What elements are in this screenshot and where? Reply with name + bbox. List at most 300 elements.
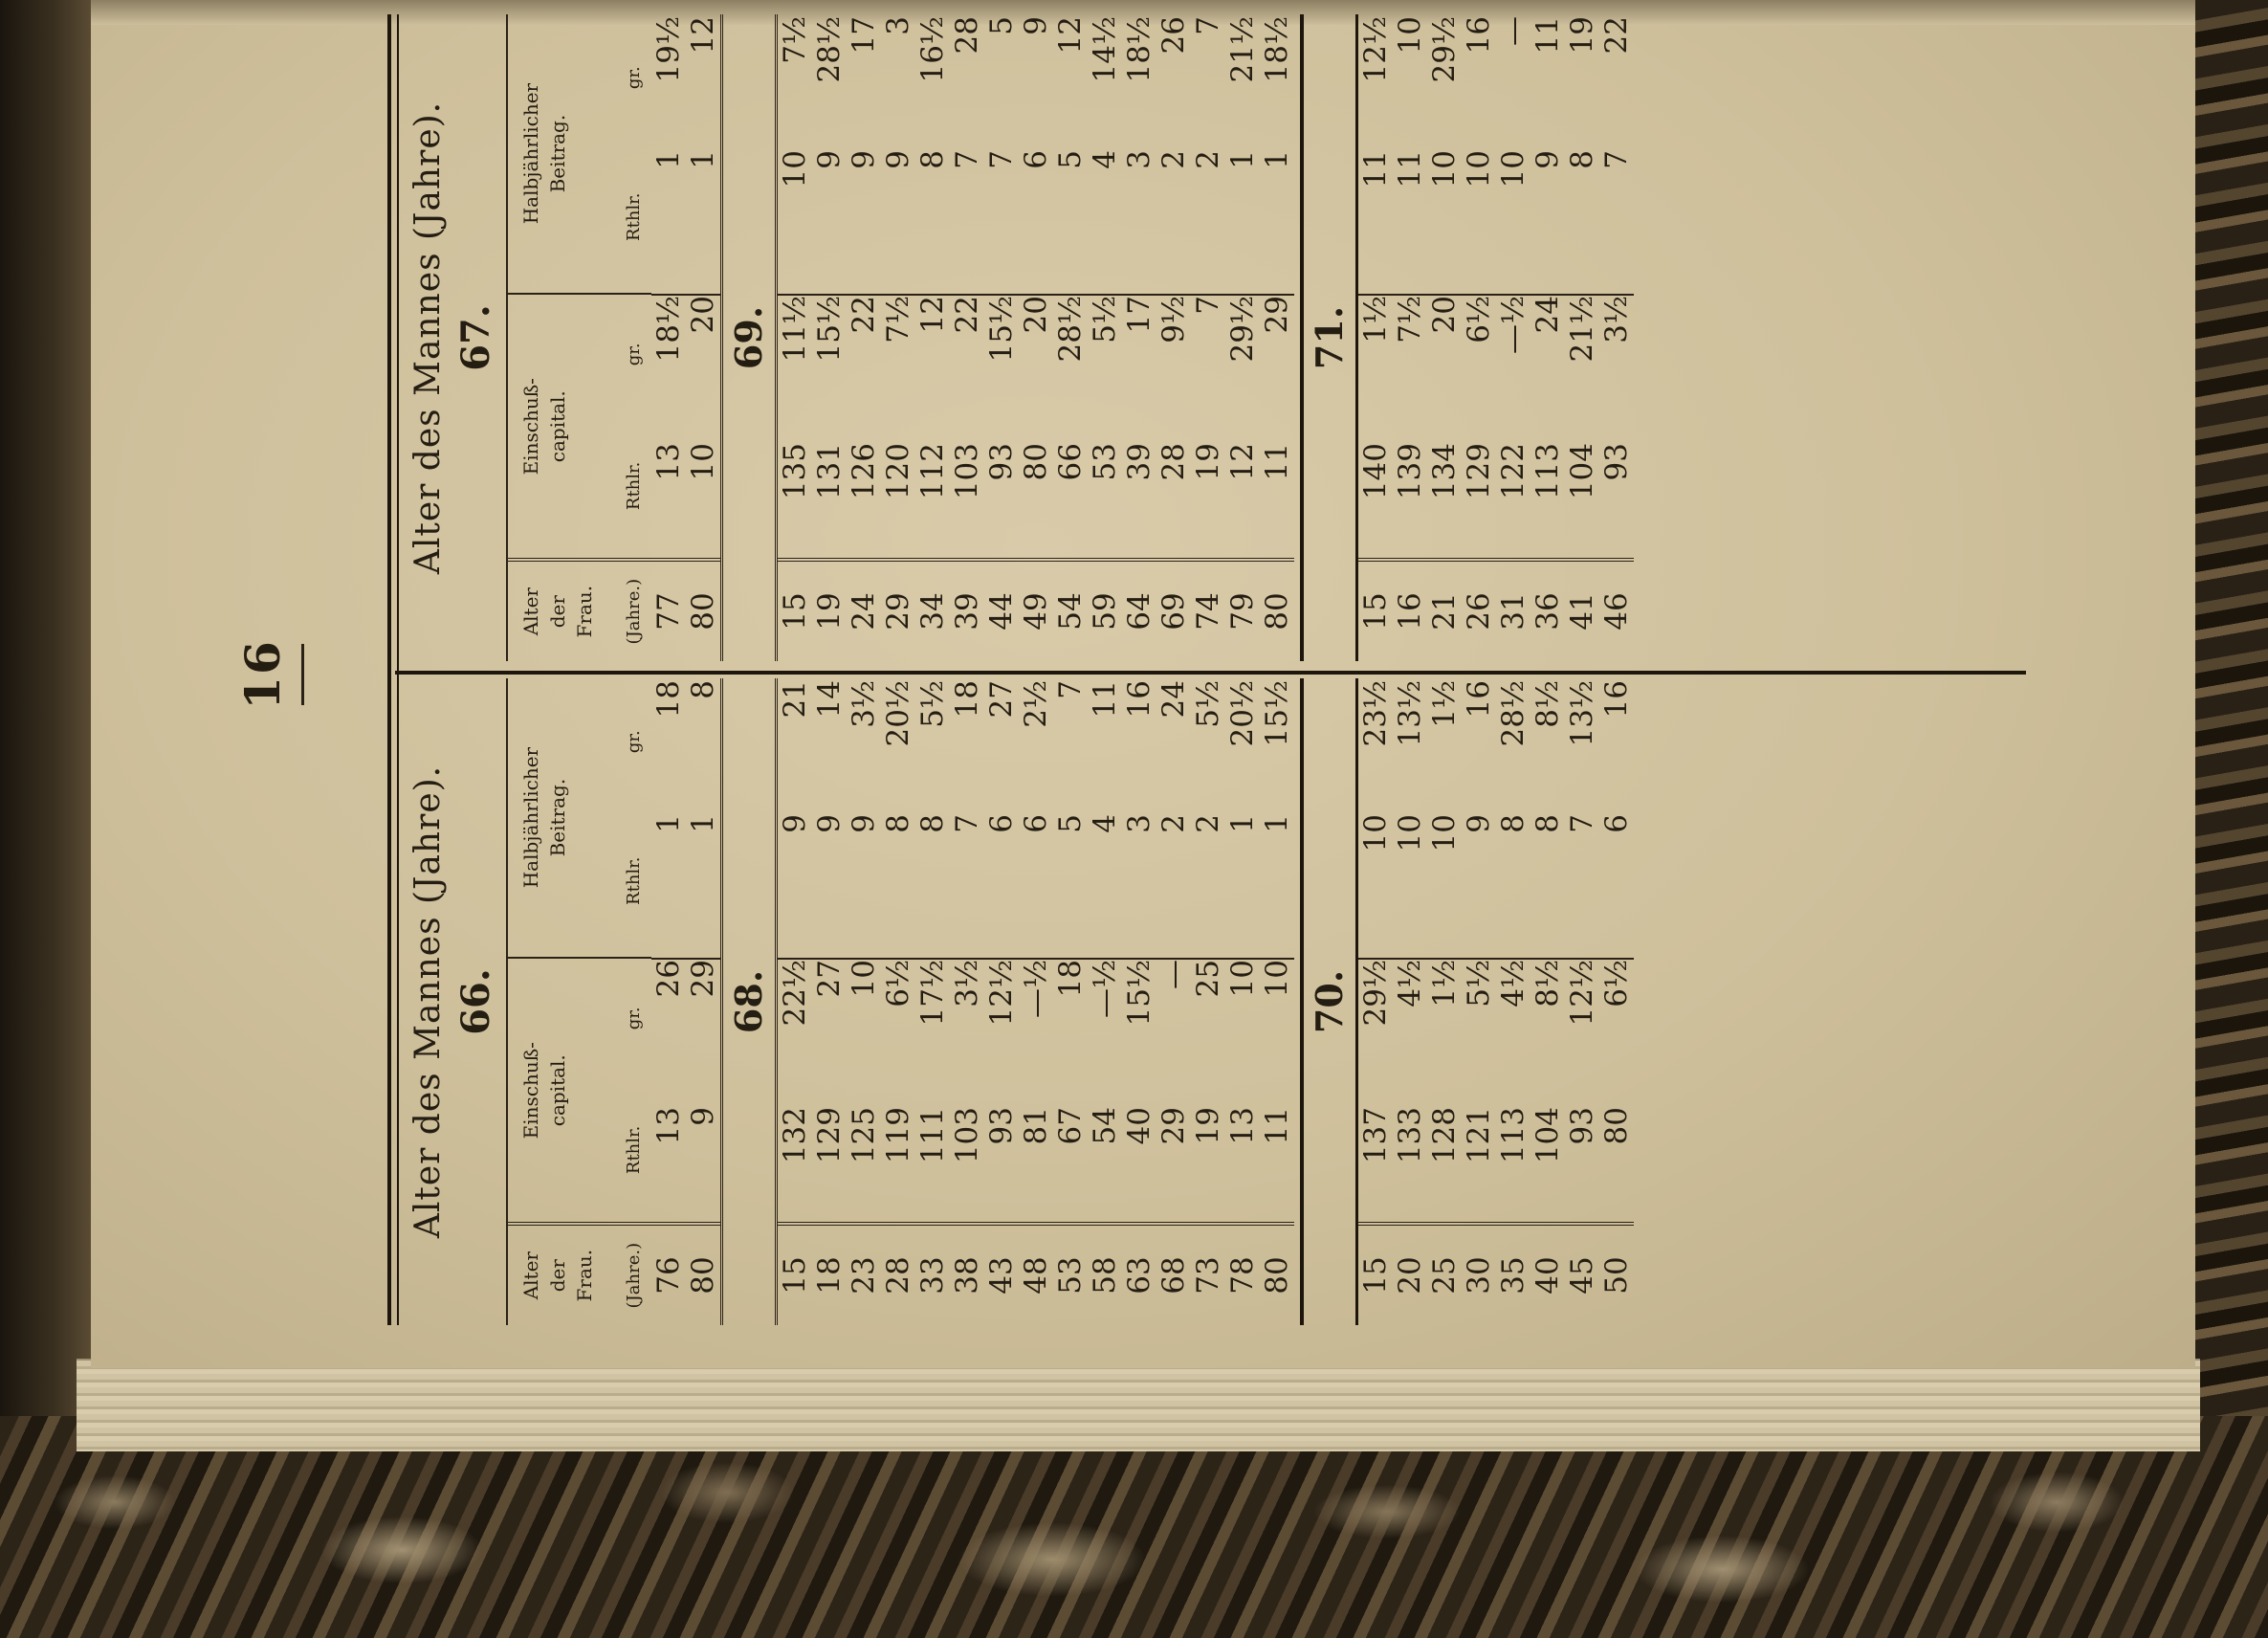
cell-beitrag-rthlr: 3 bbox=[1122, 814, 1156, 833]
cell-einschuss-rthlr: 19 bbox=[1191, 443, 1225, 481]
cell-alter-frau: 68 bbox=[1156, 1222, 1191, 1325]
cell-beitrag-rthlr: 10 bbox=[1496, 150, 1530, 188]
cell-einschuss-rthlr: 139 bbox=[1393, 443, 1427, 500]
table-row bbox=[1358, 678, 1393, 1325]
cell-beitrag-gr: 19 bbox=[1565, 16, 1599, 55]
cell-alter-frau: 58 bbox=[1088, 1222, 1122, 1325]
cell-einschuss-gr: 3½ bbox=[950, 958, 984, 1094]
cell-beitrag-gr: 10 bbox=[1393, 16, 1427, 55]
cell-einschuss-rthlr: 80 bbox=[1019, 443, 1053, 481]
table-row bbox=[1088, 678, 1122, 1325]
cell-einschuss-gr: 3½ bbox=[1599, 294, 1634, 430]
cell-alter-frau: 18 bbox=[812, 1222, 847, 1325]
cell-beitrag-rthlr: 2 bbox=[1191, 150, 1225, 169]
cell-einschuss-rthlr: 13 bbox=[1225, 1107, 1260, 1145]
header-unit: Rthlr. bbox=[624, 192, 644, 241]
cell-beitrag-gr: 16½ bbox=[915, 16, 950, 83]
cell-beitrag-gr: 7 bbox=[1053, 680, 1088, 699]
cell-beitrag-rthlr: 9 bbox=[847, 150, 881, 169]
header-unit: gr. bbox=[624, 1007, 644, 1030]
cell-beitrag-gr: 8½ bbox=[1530, 680, 1565, 728]
table-row bbox=[1427, 678, 1462, 1325]
cell-einschuss-gr: 20 bbox=[1427, 294, 1462, 430]
header-einschuss bbox=[508, 957, 651, 1222]
cell-beitrag-rthlr: 1 bbox=[651, 814, 686, 833]
cell-beitrag-gr: 21½ bbox=[1225, 16, 1260, 83]
table-row bbox=[651, 678, 686, 1325]
cell-beitrag-rthlr: 2 bbox=[1191, 814, 1225, 833]
cell-beitrag-rthlr: 9 bbox=[847, 814, 881, 833]
cell-einschuss-rthlr: 134 bbox=[1427, 443, 1462, 500]
cell-beitrag-rthlr: 10 bbox=[778, 150, 812, 188]
cell-alter-frau: 19 bbox=[812, 558, 847, 661]
cell-alter-frau: 80 bbox=[686, 1222, 720, 1325]
header-unit: gr. bbox=[624, 730, 644, 754]
header-text: Alter bbox=[519, 587, 542, 636]
cell-einschuss-rthlr: 93 bbox=[984, 1107, 1019, 1145]
header-unit: Rthlr. bbox=[624, 1125, 644, 1175]
column-header-row bbox=[506, 14, 651, 661]
cell-einschuss-rthlr: 104 bbox=[1530, 1107, 1565, 1164]
cell-beitrag-gr: 3 bbox=[881, 16, 915, 35]
header-einschuss bbox=[508, 293, 651, 558]
cell-alter-frau: 74 bbox=[1191, 558, 1225, 661]
cell-einschuss-gr: 9½ bbox=[1156, 294, 1191, 430]
cell-alter-frau: 29 bbox=[881, 558, 915, 661]
cell-einschuss-rthlr: 9 bbox=[686, 1107, 720, 1126]
cell-einschuss-rthlr: 121 bbox=[1462, 1107, 1496, 1164]
cell-einschuss-rthlr: 93 bbox=[1599, 443, 1634, 481]
cell-einschuss-gr: 20 bbox=[686, 294, 720, 430]
cell-einschuss-gr: 21½ bbox=[1565, 294, 1599, 430]
table-row bbox=[1496, 14, 1530, 661]
cell-einschuss-rthlr: 11 bbox=[1260, 1107, 1294, 1145]
cell-einschuss-gr: 10 bbox=[1225, 958, 1260, 1094]
cell-einschuss-rthlr: 113 bbox=[1530, 443, 1565, 500]
cell-alter-frau: 15 bbox=[778, 558, 812, 661]
cell-beitrag-rthlr: 1 bbox=[686, 150, 720, 169]
cell-beitrag-gr: 24 bbox=[1156, 680, 1191, 719]
cell-alter-frau: 39 bbox=[950, 558, 984, 661]
cell-einschuss-rthlr: 119 bbox=[881, 1107, 915, 1164]
cell-alter-frau: 43 bbox=[984, 1222, 1019, 1325]
table-row bbox=[881, 14, 915, 661]
table-row bbox=[1156, 678, 1191, 1325]
cell-alter-frau: 48 bbox=[1019, 1222, 1053, 1325]
cell-alter-frau: 64 bbox=[1122, 558, 1156, 661]
cell-beitrag-rthlr: 9 bbox=[812, 150, 847, 169]
cell-alter-frau: 28 bbox=[881, 1222, 915, 1325]
header-unit: (Jahre.) bbox=[624, 1242, 644, 1309]
cell-einschuss-gr: 18½ bbox=[651, 294, 686, 430]
cell-einschuss-gr: 1½ bbox=[1427, 958, 1462, 1094]
cell-alter-frau: 25 bbox=[1427, 1222, 1462, 1325]
cell-einschuss-gr: — bbox=[1156, 958, 1191, 1094]
cell-beitrag-gr: 5½ bbox=[1191, 680, 1225, 728]
cell-einschuss-gr: 22 bbox=[847, 294, 881, 430]
cell-beitrag-gr: 1½ bbox=[1427, 680, 1462, 728]
cell-einschuss-rthlr: 10 bbox=[686, 443, 720, 481]
cell-einschuss-rthlr: 66 bbox=[1053, 443, 1088, 481]
table-row bbox=[1565, 14, 1599, 661]
cell-beitrag-rthlr: 9 bbox=[881, 150, 915, 169]
table-row bbox=[1530, 14, 1565, 661]
cell-einschuss-gr: 10 bbox=[1260, 958, 1294, 1094]
cell-einschuss-gr: 26 bbox=[651, 958, 686, 1094]
cell-beitrag-gr: 21 bbox=[778, 680, 812, 719]
cell-alter-frau: 78 bbox=[1225, 1222, 1260, 1325]
block-age-mid: 69. bbox=[720, 14, 778, 661]
cell-beitrag-gr: 5½ bbox=[915, 680, 950, 728]
cell-alter-frau: 80 bbox=[686, 558, 720, 661]
table-row bbox=[1462, 14, 1496, 661]
cell-einschuss-rthlr: 13 bbox=[651, 1107, 686, 1145]
header-text: der bbox=[546, 1259, 569, 1293]
cell-einschuss-rthlr: 93 bbox=[984, 443, 1019, 481]
cell-einschuss-gr: —½ bbox=[1088, 958, 1122, 1094]
cell-beitrag-rthlr: 4 bbox=[1088, 814, 1122, 833]
cell-beitrag-gr: 7 bbox=[1191, 16, 1225, 35]
cell-einschuss-gr: 1½ bbox=[1358, 294, 1393, 430]
header-text: Halbjährlicher bbox=[519, 746, 542, 889]
header-text: Halbjährlicher bbox=[519, 82, 542, 225]
header-beitrag bbox=[508, 14, 651, 293]
block-age-top: 66. bbox=[453, 968, 498, 1035]
cell-beitrag-gr: 13½ bbox=[1393, 680, 1427, 747]
cell-alter-frau: 23 bbox=[847, 1222, 881, 1325]
cell-alter-frau: 45 bbox=[1565, 1222, 1599, 1325]
cell-einschuss-gr: 17 bbox=[1122, 294, 1156, 430]
cell-alter-frau: 80 bbox=[1260, 1222, 1294, 1325]
header-text: Einschuß- bbox=[519, 1042, 542, 1140]
column-header-row bbox=[506, 678, 651, 1325]
cell-alter-frau: 53 bbox=[1053, 1222, 1088, 1325]
cell-alter-frau: 63 bbox=[1122, 1222, 1156, 1325]
header-unit: gr. bbox=[624, 343, 644, 366]
cell-einschuss-gr: 5½ bbox=[1462, 958, 1496, 1094]
page-number-rule bbox=[301, 644, 304, 705]
cell-alter-frau: 15 bbox=[778, 1222, 812, 1325]
cell-einschuss-gr: 7 bbox=[1191, 294, 1225, 430]
cell-beitrag-gr: 22 bbox=[1599, 16, 1634, 55]
cell-beitrag-rthlr: 11 bbox=[1393, 150, 1427, 188]
cell-beitrag-rthlr: 7 bbox=[950, 814, 984, 833]
cell-alter-frau: 26 bbox=[1462, 558, 1496, 661]
cell-alter-frau: 20 bbox=[1393, 1222, 1427, 1325]
cell-einschuss-rthlr: 120 bbox=[881, 443, 915, 500]
cell-beitrag-gr: 18½ bbox=[1122, 16, 1156, 83]
cell-einschuss-gr: 27 bbox=[812, 958, 847, 1094]
table-row bbox=[1393, 678, 1427, 1325]
cell-beitrag-rthlr: 1 bbox=[651, 150, 686, 169]
cell-beitrag-rthlr: 8 bbox=[1530, 814, 1565, 833]
cell-alter-frau: 76 bbox=[651, 1222, 686, 1325]
cell-beitrag-rthlr: 4 bbox=[1088, 150, 1122, 169]
cell-beitrag-gr: 8 bbox=[686, 680, 720, 699]
cell-beitrag-gr: 16 bbox=[1462, 680, 1496, 719]
cell-beitrag-rthlr: 7 bbox=[984, 150, 1019, 169]
table-row bbox=[686, 678, 720, 1325]
cell-einschuss-gr: 25 bbox=[1191, 958, 1225, 1094]
table-row bbox=[778, 678, 812, 1325]
cell-einschuss-gr: 22½ bbox=[778, 958, 812, 1094]
cell-einschuss-gr: 29 bbox=[686, 958, 720, 1094]
cell-alter-frau: 73 bbox=[1191, 1222, 1225, 1325]
cell-alter-frau: 40 bbox=[1530, 1222, 1565, 1325]
left-table bbox=[395, 678, 1634, 1325]
cell-einschuss-gr: 20 bbox=[1019, 294, 1053, 430]
cell-einschuss-rthlr: 103 bbox=[950, 443, 984, 500]
cell-alter-frau: 44 bbox=[984, 558, 1019, 661]
cell-einschuss-rthlr: 140 bbox=[1358, 443, 1393, 500]
cell-beitrag-rthlr: 6 bbox=[1019, 150, 1053, 169]
table-row bbox=[1427, 14, 1462, 661]
table-row bbox=[1088, 14, 1122, 661]
mannes-heading: Alter des Mannes (Jahre). bbox=[408, 764, 448, 1239]
table-row bbox=[1019, 678, 1053, 1325]
header-text: Alter bbox=[519, 1251, 542, 1300]
cell-beitrag-rthlr: 6 bbox=[1019, 814, 1053, 833]
cell-beitrag-rthlr: 8 bbox=[1565, 150, 1599, 169]
cell-beitrag-rthlr: 3 bbox=[1122, 150, 1156, 169]
cell-beitrag-gr: 28 bbox=[950, 16, 984, 55]
cell-beitrag-rthlr: 7 bbox=[1565, 814, 1599, 833]
cell-einschuss-gr: 17½ bbox=[915, 958, 950, 1094]
cell-alter-frau: 46 bbox=[1599, 558, 1634, 661]
cell-beitrag-rthlr: 6 bbox=[984, 814, 1019, 833]
cell-beitrag-rthlr: 7 bbox=[1599, 150, 1634, 169]
header-text: Einschuß- bbox=[519, 378, 542, 476]
table-row bbox=[847, 14, 881, 661]
cell-beitrag-rthlr: 5 bbox=[1053, 814, 1088, 833]
table-row bbox=[1053, 678, 1088, 1325]
cell-beitrag-gr: 23½ bbox=[1358, 680, 1393, 747]
cell-einschuss-gr: 8½ bbox=[1530, 958, 1565, 1094]
cell-beitrag-gr: 12 bbox=[1053, 16, 1088, 55]
block-age-bot: 71. bbox=[1308, 305, 1351, 370]
table-row bbox=[881, 678, 915, 1325]
cell-einschuss-rthlr: 122 bbox=[1496, 443, 1530, 500]
cell-beitrag-gr: 28½ bbox=[1496, 680, 1530, 747]
rotated-table-page bbox=[234, 14, 2052, 1335]
cell-einschuss-gr: 5½ bbox=[1088, 294, 1122, 430]
block-age-bot: 70. bbox=[1308, 969, 1351, 1034]
cell-alter-frau: 38 bbox=[950, 1222, 984, 1325]
cell-einschuss-rthlr: 19 bbox=[1191, 1107, 1225, 1145]
header-text: Beitrag. bbox=[546, 778, 569, 857]
header-unit: Rthlr. bbox=[624, 856, 644, 905]
cell-einschuss-rthlr: 29 bbox=[1156, 1107, 1191, 1145]
cell-einschuss-rthlr: 125 bbox=[847, 1107, 881, 1164]
table-row bbox=[847, 678, 881, 1325]
cell-alter-frau: 49 bbox=[1019, 558, 1053, 661]
table-row bbox=[1225, 14, 1260, 661]
cell-beitrag-gr: 20½ bbox=[1225, 680, 1260, 747]
cell-einschuss-rthlr: 113 bbox=[1496, 1107, 1530, 1164]
rows-top bbox=[651, 14, 720, 661]
cell-beitrag-gr: 16 bbox=[1122, 680, 1156, 719]
cell-einschuss-gr: 10 bbox=[847, 958, 881, 1094]
table-row bbox=[812, 14, 847, 661]
header-text: capital. bbox=[546, 390, 569, 463]
header-text: Frau. bbox=[573, 585, 596, 638]
header-alter-frau bbox=[508, 1222, 651, 1325]
cell-beitrag-gr: 27 bbox=[984, 680, 1019, 719]
header-text: der bbox=[546, 595, 569, 629]
rows-bot bbox=[1358, 14, 1634, 661]
cell-einschuss-gr: 12½ bbox=[1565, 958, 1599, 1094]
header-unit: Rthlr. bbox=[624, 461, 644, 511]
cell-einschuss-rthlr: 131 bbox=[812, 443, 847, 500]
cell-beitrag-gr: 26 bbox=[1156, 16, 1191, 55]
cell-einschuss-rthlr: 112 bbox=[915, 443, 950, 500]
table-row bbox=[1019, 14, 1053, 661]
cell-beitrag-rthlr: 10 bbox=[1358, 814, 1393, 852]
cell-beitrag-gr: 18 bbox=[651, 680, 686, 719]
cell-beitrag-gr: 2½ bbox=[1019, 680, 1053, 728]
cell-beitrag-gr: 11 bbox=[1088, 680, 1122, 719]
block-age-top: 67. bbox=[453, 304, 498, 371]
table-row bbox=[1260, 678, 1294, 1325]
cell-beitrag-rthlr: 6 bbox=[1599, 814, 1634, 833]
page-number: 16 bbox=[234, 639, 291, 710]
cell-beitrag-gr: 12½ bbox=[1358, 16, 1393, 83]
cell-beitrag-gr: 18½ bbox=[1260, 16, 1294, 83]
cell-einschuss-rthlr: 28 bbox=[1156, 443, 1191, 481]
cell-beitrag-rthlr: 1 bbox=[686, 814, 720, 833]
cell-beitrag-gr: 20½ bbox=[881, 680, 915, 747]
cell-beitrag-rthlr: 7 bbox=[950, 150, 984, 169]
table-row bbox=[915, 14, 950, 661]
cell-einschuss-rthlr: 129 bbox=[1462, 443, 1496, 500]
table-row bbox=[915, 678, 950, 1325]
cell-alter-frau: 24 bbox=[847, 558, 881, 661]
cell-einschuss-gr: —½ bbox=[1496, 294, 1530, 430]
cell-beitrag-gr: 3½ bbox=[847, 680, 881, 728]
table-row bbox=[1225, 678, 1260, 1325]
cell-alter-frau: 41 bbox=[1565, 558, 1599, 661]
table-row bbox=[1462, 678, 1496, 1325]
cell-einschuss-gr: 29½ bbox=[1225, 294, 1260, 430]
table-row bbox=[1122, 678, 1156, 1325]
header-text: Frau. bbox=[573, 1249, 596, 1302]
table-row bbox=[950, 678, 984, 1325]
table-row bbox=[1053, 14, 1088, 661]
cell-alter-frau: 15 bbox=[1358, 558, 1393, 661]
cell-beitrag-rthlr: 8 bbox=[881, 814, 915, 833]
cell-beitrag-rthlr: 10 bbox=[1427, 150, 1462, 188]
cell-alter-frau: 15 bbox=[1358, 1222, 1393, 1325]
cell-einschuss-rthlr: 133 bbox=[1393, 1107, 1427, 1164]
cell-alter-frau: 31 bbox=[1496, 558, 1530, 661]
rows-bot bbox=[1358, 678, 1634, 1325]
cell-beitrag-rthlr: 10 bbox=[1393, 814, 1427, 852]
cell-einschuss-gr: 24 bbox=[1530, 294, 1565, 430]
cell-einschuss-rthlr: 135 bbox=[778, 443, 812, 500]
cell-beitrag-rthlr: 10 bbox=[1462, 150, 1496, 188]
cell-einschuss-gr: 4½ bbox=[1496, 958, 1530, 1094]
cell-beitrag-rthlr: 11 bbox=[1358, 150, 1393, 188]
table-row bbox=[984, 678, 1019, 1325]
cell-einschuss-rthlr: 39 bbox=[1122, 443, 1156, 481]
cell-beitrag-gr: 16 bbox=[1599, 680, 1634, 719]
cell-beitrag-gr: 5 bbox=[984, 16, 1019, 35]
cell-einschuss-gr: 11½ bbox=[778, 294, 812, 430]
cell-beitrag-rthlr: 1 bbox=[1225, 814, 1260, 833]
cell-beitrag-rthlr: 10 bbox=[1427, 814, 1462, 852]
table-row bbox=[778, 14, 812, 661]
cell-einschuss-rthlr: 126 bbox=[847, 443, 881, 500]
book-cover-left bbox=[0, 0, 91, 1531]
header-unit: (Jahre.) bbox=[624, 578, 644, 645]
cell-einschuss-gr: 7½ bbox=[881, 294, 915, 430]
cell-einschuss-rthlr: 111 bbox=[915, 1107, 950, 1164]
cell-alter-frau: 80 bbox=[1260, 558, 1294, 661]
cell-beitrag-rthlr: 5 bbox=[1053, 150, 1088, 169]
cell-beitrag-rthlr: 1 bbox=[1225, 150, 1260, 169]
header-alter-frau bbox=[508, 558, 651, 661]
table-row bbox=[1358, 14, 1393, 661]
table-row bbox=[950, 14, 984, 661]
header-unit: gr. bbox=[624, 66, 644, 90]
table-row bbox=[1122, 14, 1156, 661]
table-row bbox=[1191, 678, 1225, 1325]
book-cover-right bbox=[2191, 0, 2268, 1638]
cell-alter-frau: 30 bbox=[1462, 1222, 1496, 1325]
cell-beitrag-gr: 28½ bbox=[812, 16, 847, 83]
cell-beitrag-gr: — bbox=[1496, 16, 1530, 46]
cell-einschuss-rthlr: 93 bbox=[1565, 1107, 1599, 1145]
cell-alter-frau: 21 bbox=[1427, 558, 1462, 661]
cell-alter-frau: 59 bbox=[1088, 558, 1122, 661]
cell-beitrag-gr: 19½ bbox=[651, 16, 686, 83]
cell-einschuss-gr: —½ bbox=[1019, 958, 1053, 1094]
table-row bbox=[1191, 14, 1225, 661]
cell-beitrag-gr: 11 bbox=[1530, 16, 1565, 55]
cell-beitrag-gr: 18 bbox=[950, 680, 984, 719]
cell-einschuss-gr: 15½ bbox=[812, 294, 847, 430]
cell-einschuss-rthlr: 137 bbox=[1358, 1107, 1393, 1164]
cell-alter-frau: 79 bbox=[1225, 558, 1260, 661]
cell-beitrag-gr: 9 bbox=[1019, 16, 1053, 35]
cell-beitrag-rthlr: 9 bbox=[1462, 814, 1496, 833]
table-row bbox=[1496, 678, 1530, 1325]
cell-beitrag-gr: 16 bbox=[1462, 16, 1496, 55]
cell-beitrag-gr: 14 bbox=[812, 680, 847, 719]
table-row bbox=[1260, 14, 1294, 661]
cell-alter-frau: 16 bbox=[1393, 558, 1427, 661]
cell-beitrag-gr: 14½ bbox=[1088, 16, 1122, 83]
cell-beitrag-rthlr: 1 bbox=[1260, 150, 1294, 169]
table-row bbox=[1156, 14, 1191, 661]
cell-beitrag-gr: 29½ bbox=[1427, 16, 1462, 83]
cell-alter-frau: 54 bbox=[1053, 558, 1088, 661]
table-row bbox=[651, 14, 686, 661]
cell-beitrag-rthlr: 8 bbox=[915, 150, 950, 169]
header-beitrag bbox=[508, 678, 651, 957]
cell-beitrag-rthlr: 8 bbox=[1496, 814, 1530, 833]
cell-beitrag-gr: 17 bbox=[847, 16, 881, 55]
cell-einschuss-gr: 12½ bbox=[984, 958, 1019, 1094]
cell-einschuss-gr: 29½ bbox=[1358, 958, 1393, 1094]
cell-einschuss-rthlr: 40 bbox=[1122, 1107, 1156, 1145]
header-text: capital. bbox=[546, 1054, 569, 1127]
table-row bbox=[686, 14, 720, 661]
cell-beitrag-gr: 12 bbox=[686, 16, 720, 55]
cell-einschuss-rthlr: 129 bbox=[812, 1107, 847, 1164]
cell-einschuss-rthlr: 80 bbox=[1599, 1107, 1634, 1145]
cell-einschuss-gr: 7½ bbox=[1393, 294, 1427, 430]
